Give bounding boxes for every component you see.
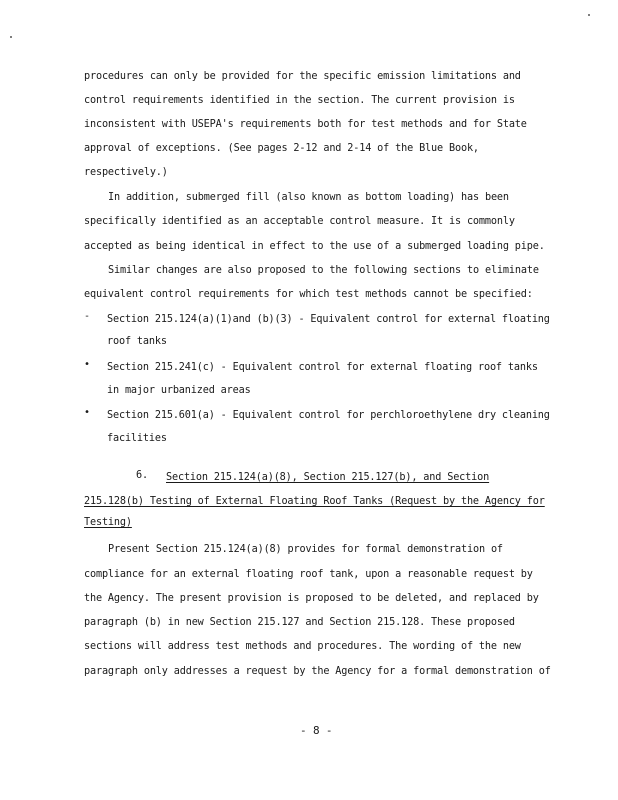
paragraph-1-line: procedures can only be provided for the specific emission limitations and: [84, 71, 521, 82]
bullet-item-line: roof tanks: [107, 336, 167, 347]
bullet-item-line: facilities: [107, 433, 167, 444]
paragraph-2-line: In addition, submerged fill (also known as bottom loading) has been: [108, 192, 509, 203]
paragraph-4-line: sections will address test methods and procedures. The wording of the new: [84, 641, 521, 652]
paragraph-4-line: paragraph only addresses a request by the Agency for a formal demonstration of: [84, 666, 551, 677]
paragraph-3-line: equivalent control requirements for which test methods cannot be specified:: [84, 289, 533, 300]
paragraph-4-line: Present Section 215.124(a)(8) provides for formal demonstration of: [108, 544, 503, 555]
page-number: - 8 -: [300, 724, 333, 737]
paragraph-1-line: inconsistent with USEPA's requirements both for test methods and for State: [84, 119, 527, 130]
section-heading-line: Section 215.124(a)(8), Section 215.127(b), and Section: [166, 472, 490, 483]
bullet-marker: •: [84, 407, 90, 418]
bullet-item-line: in major urbanized areas: [107, 385, 251, 396]
paragraph-2-line: accepted as being identical in effect to the use of a submerged loading pipe.: [84, 241, 545, 252]
paragraph-1-line: approval of exceptions. (See pages 2-12 and 2-14 of the Blue Book,: [84, 143, 479, 154]
scan-speck: [10, 36, 12, 38]
paragraph-4-line: paragraph (b) in new Section 215.127 and Section 215.128. These proposed: [84, 617, 515, 628]
paragraph-4-line: the Agency. The present provision is proposed to be deleted, and replaced by: [84, 593, 539, 604]
paragraph-1-line: control requirements identified in the section. The current provision is: [84, 95, 515, 106]
section-heading-line: Testing): [84, 517, 132, 528]
bullet-marker: •: [84, 359, 90, 370]
paragraph-4-line: compliance for an external floating roof tank, upon a reasonable request by: [84, 569, 533, 580]
bullet-marker: -: [84, 311, 90, 322]
section-number: 6.: [136, 470, 148, 481]
section-heading-line: 215.128(b) Testing of External Floating Roof Tanks (Request by the Agency for: [84, 496, 545, 507]
bullet-item-line: Section 215.601(a) - Equivalent control for perchloroethylene dry cleaning: [107, 410, 550, 421]
paragraph-3-line: Similar changes are also proposed to the following sections to eliminate: [108, 265, 539, 276]
paragraph-2-line: specifically identified as an acceptable control measure. It is commonly: [84, 216, 515, 227]
bullet-item-line: Section 215.124(a)(1)and (b)(3) - Equivalent control for external floating: [107, 314, 550, 325]
scan-speck: [588, 14, 590, 16]
bullet-item-line: Section 215.241(c) - Equivalent control for external floating roof tanks: [107, 362, 538, 373]
paragraph-1-line: respectively.): [84, 167, 168, 178]
